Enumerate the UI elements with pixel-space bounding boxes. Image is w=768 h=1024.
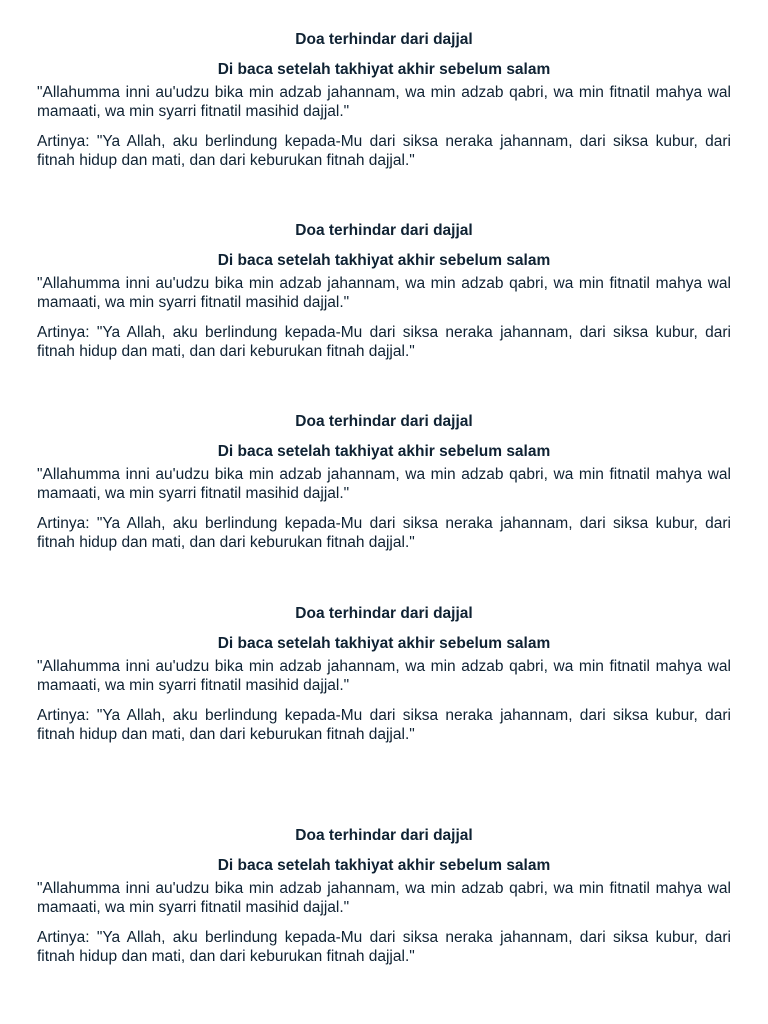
prayer-transliteration: "Allahumma inni au'udzu bika min adzab jahannam, wa min adzab qabri, wa min fitnatil mahya wal mamaati, wa min syarri fitnatil masihid dajjal." [37,275,731,311]
prayer-meaning: Artinya: "Ya Allah, aku berlindung kepada-Mu dari siksa neraka jahannam, dari siksa kubur, dari fitnah hidup dan mati, dan dari keburukan fitnah dajjal." [37,515,731,551]
prayer-meaning: Artinya: "Ya Allah, aku berlindung kepada-Mu dari siksa neraka jahannam, dari siksa kubur, dari fitnah hidup dan mati, dan dari keburukan fitnah dajjal." [37,707,731,743]
prayer-section [37,30,731,170]
prayer-section [37,412,731,552]
prayer-subtitle: Di baca setelah takhiyat akhir sebelum salam [217,443,551,460]
prayer-subtitle: Di baca setelah takhiyat akhir sebelum salam [217,61,551,78]
prayer-section [37,604,731,744]
prayer-transliteration: "Allahumma inni au'udzu bika min adzab jahannam, wa min adzab qabri, wa min fitnatil mahya wal mamaati, wa min syarri fitnatil masihid dajjal." [37,880,731,916]
prayer-title: Doa terhindar dari dajjal [295,413,473,430]
prayer-meaning: Artinya: "Ya Allah, aku berlindung kepada-Mu dari siksa neraka jahannam, dari siksa kubur, dari fitnah hidup dan mati, dan dari keburukan fitnah dajjal." [37,929,731,965]
prayer-title: Doa terhindar dari dajjal [295,222,473,239]
prayer-subtitle: Di baca setelah takhiyat akhir sebelum salam [217,635,551,652]
prayer-meaning: Artinya: "Ya Allah, aku berlindung kepada-Mu dari siksa neraka jahannam, dari siksa kubur, dari fitnah hidup dan mati, dan dari keburukan fitnah dajjal." [37,133,731,169]
prayer-section [37,221,731,361]
prayer-subtitle: Di baca setelah takhiyat akhir sebelum salam [217,252,551,269]
prayer-transliteration: "Allahumma inni au'udzu bika min adzab jahannam, wa min adzab qabri, wa min fitnatil mahya wal mamaati, wa min syarri fitnatil masihid dajjal." [37,466,731,502]
prayer-title: Doa terhindar dari dajjal [295,31,473,48]
prayer-section [37,826,731,966]
prayer-subtitle: Di baca setelah takhiyat akhir sebelum salam [217,857,551,874]
prayer-title: Doa terhindar dari dajjal [295,827,473,844]
prayer-title: Doa terhindar dari dajjal [295,605,473,622]
prayer-transliteration: "Allahumma inni au'udzu bika min adzab jahannam, wa min adzab qabri, wa min fitnatil mahya wal mamaati, wa min syarri fitnatil masihid dajjal." [37,84,731,120]
prayer-transliteration: "Allahumma inni au'udzu bika min adzab jahannam, wa min adzab qabri, wa min fitnatil mahya wal mamaati, wa min syarri fitnatil masihid dajjal." [37,658,731,694]
prayer-meaning: Artinya: "Ya Allah, aku berlindung kepada-Mu dari siksa neraka jahannam, dari siksa kubur, dari fitnah hidup dan mati, dan dari keburukan fitnah dajjal." [37,324,731,360]
